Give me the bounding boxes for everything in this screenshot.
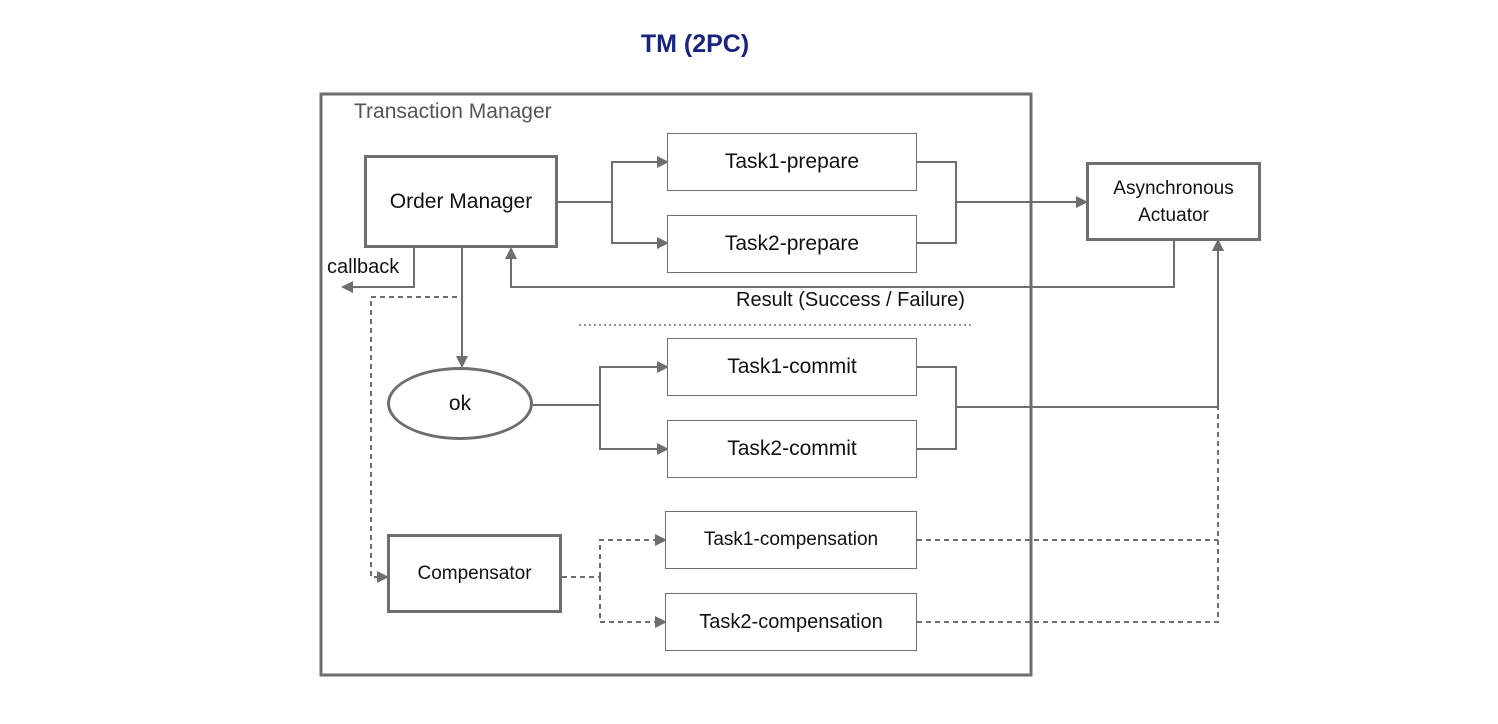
- task1-compensation-label: Task1-compensation: [703, 529, 879, 550]
- task2-commit-node: [667, 420, 917, 478]
- task1-commit-label: Task1-commit: [727, 355, 857, 378]
- diagram-title: TM (2PC): [640, 30, 750, 58]
- order-manager-node: [364, 155, 558, 248]
- task2-compensation-label: Task2-compensation: [699, 610, 883, 633]
- edge-to-task2-commit: [600, 405, 667, 449]
- asynchronous-actuator-label-line1: Asynchronous: [1113, 177, 1234, 199]
- edge-dashed-to-task2-compensation: [600, 577, 665, 622]
- edge-commits-to-actuator: [956, 241, 1218, 407]
- callback-label: callback: [327, 256, 400, 278]
- edge-task1-commit-out: [917, 367, 956, 407]
- edge-to-task2-prepare: [612, 202, 667, 243]
- task2-commit-label: Task2-commit: [727, 437, 857, 460]
- result-label: Result (Success / Failure): [736, 289, 965, 311]
- edge-dashed-to-task1-compensation: [600, 540, 665, 577]
- transaction-manager-label: Transaction Manager: [354, 100, 552, 123]
- asynchronous-actuator-label-line2: Actuator: [1138, 204, 1209, 226]
- edge-task2-prepare-out: [917, 202, 956, 243]
- asynchronous-actuator-node: [1086, 162, 1261, 241]
- task2-prepare-label: Task2-prepare: [724, 232, 860, 255]
- task2-compensation-node: [665, 593, 917, 651]
- compensator-label: Compensator: [417, 562, 532, 584]
- task1-prepare-node: [667, 133, 917, 191]
- edge-task2-commit-out: [917, 407, 956, 449]
- task1-commit-node: [667, 338, 917, 396]
- task1-prepare-label: Task1-prepare: [724, 150, 860, 173]
- edge-to-task1-prepare: [612, 162, 667, 202]
- compensator-node: [387, 534, 562, 613]
- task1-compensation-node: [665, 511, 917, 569]
- ok-label: ok: [448, 391, 472, 415]
- task2-prepare-node: [667, 215, 917, 273]
- order-manager-label: Order Manager: [389, 189, 533, 213]
- edge-to-task1-commit: [600, 367, 667, 405]
- ok-node: [387, 367, 533, 440]
- edge-task1-prepare-out: [917, 162, 956, 202]
